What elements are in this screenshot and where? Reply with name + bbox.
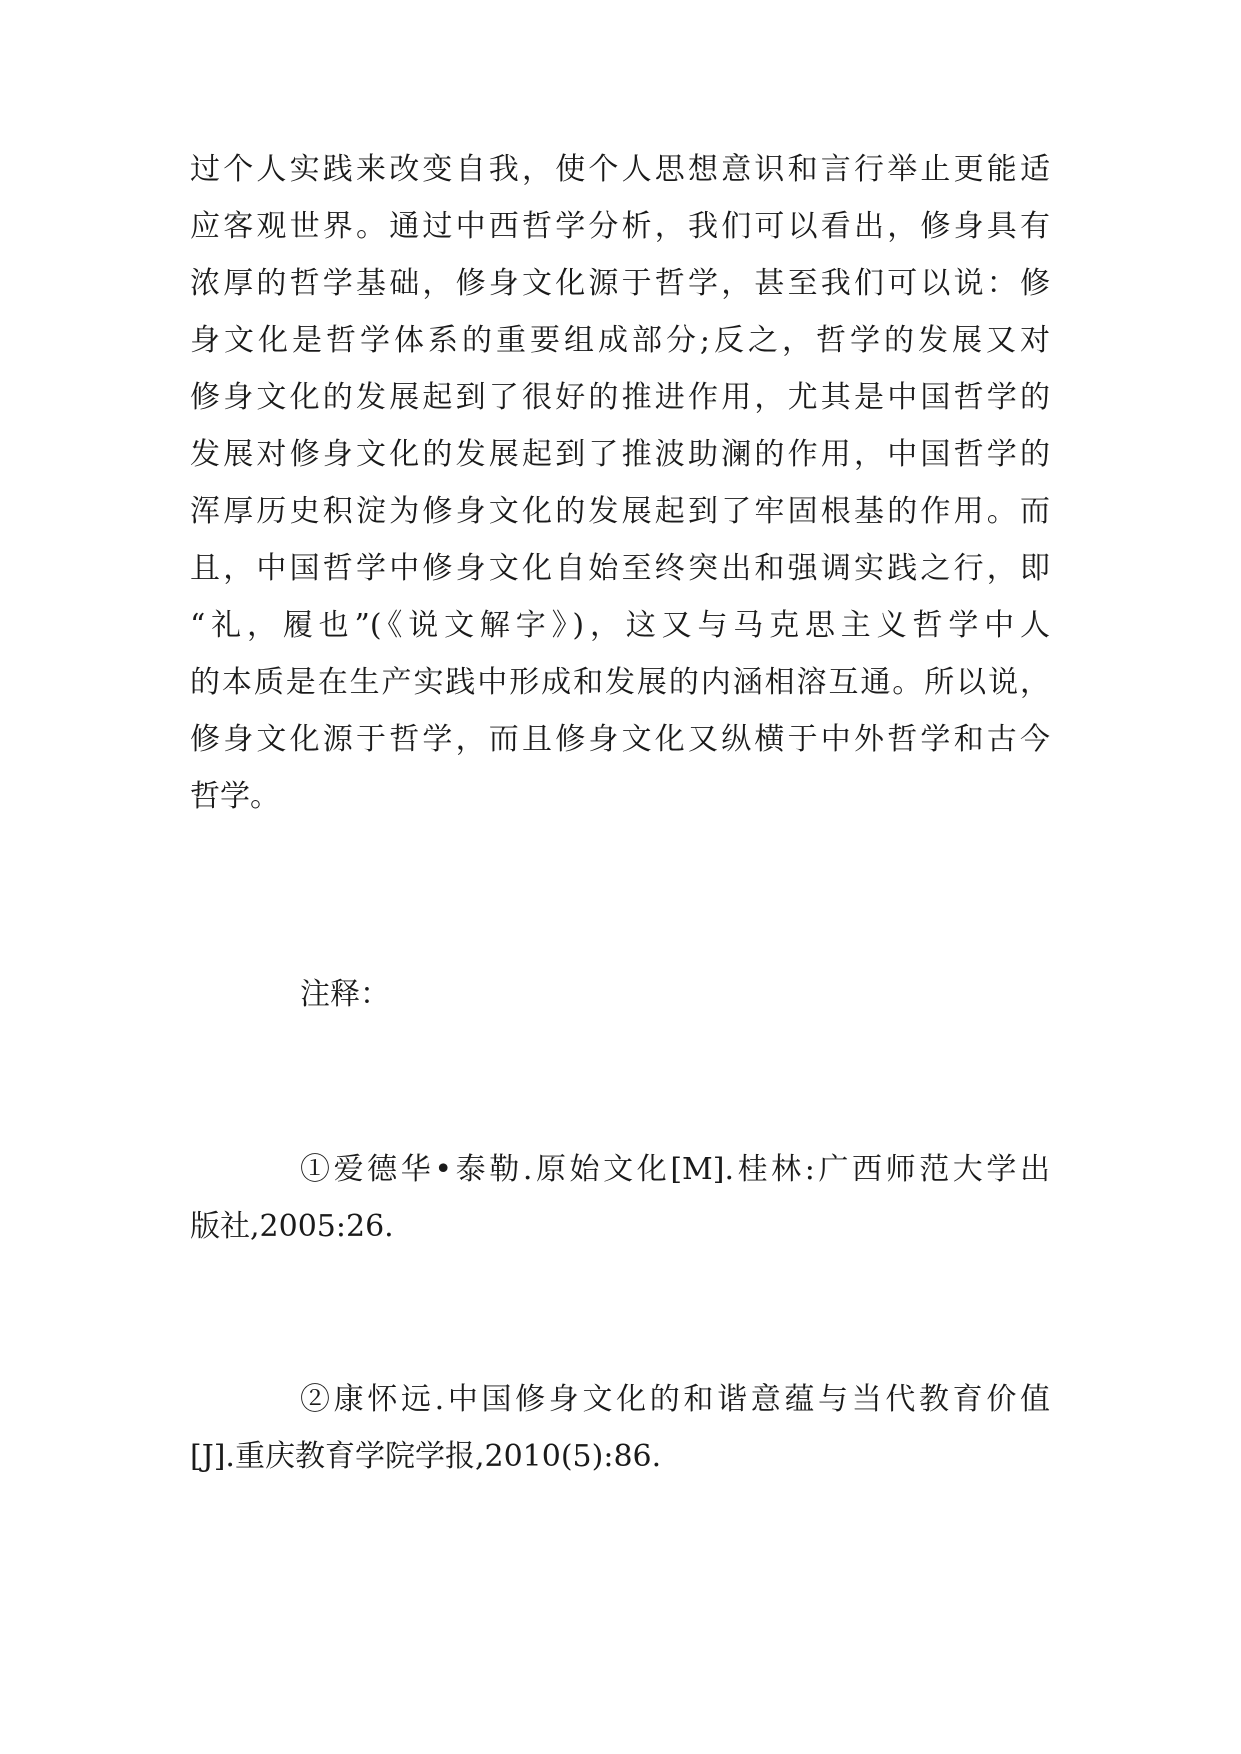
footnote-line: 版社,2005:26.	[190, 1209, 394, 1244]
paragraph-line: 应客观世界。通过中西哲学分析，我们可以看出，修身具有	[190, 209, 1050, 244]
paragraph-line: 发展对修身文化的发展起到了推波助澜的作用，中国哲学的	[190, 437, 1050, 472]
paragraph-line: 浑厚历史积淀为修身文化的发展起到了牢固根基的作用。而	[190, 494, 1050, 529]
footnote-line: ①爱德华•泰勒.原始文化[M].桂林:广西师范大学出	[300, 1152, 1050, 1187]
footnote-line: [J].重庆教育学院学报,2010(5):86.	[190, 1439, 662, 1474]
notes-heading: 注释：	[300, 977, 390, 1012]
paragraph-line: 哲学。	[190, 779, 280, 814]
paragraph-line: 修身文化源于哲学，而且修身文化又纵横于中外哲学和古今	[190, 722, 1050, 757]
paragraph-line: 的本质是在生产实践中形成和发展的内涵相溶互通。所以说，	[190, 665, 1050, 700]
paragraph-line: 且，中国哲学中修身文化自始至终突出和强调实践之行，即	[190, 551, 1050, 586]
footnote-line: ②康怀远.中国修身文化的和谐意蕴与当代教育价值	[300, 1382, 1050, 1417]
paragraph-line: 修身文化的发展起到了很好的推进作用，尤其是中国哲学的	[190, 380, 1050, 415]
paragraph-line: 身文化是哲学体系的重要组成部分;反之，哲学的发展又对	[190, 323, 1050, 358]
paragraph-line: “礼，履也”(《说文解字》)，这又与马克思主义哲学中人	[190, 608, 1050, 643]
paragraph-line: 浓厚的哲学基础，修身文化源于哲学，甚至我们可以说：修	[190, 266, 1050, 301]
paragraph-line: 过个人实践来改变自我，使个人思想意识和言行举止更能适	[190, 152, 1050, 187]
